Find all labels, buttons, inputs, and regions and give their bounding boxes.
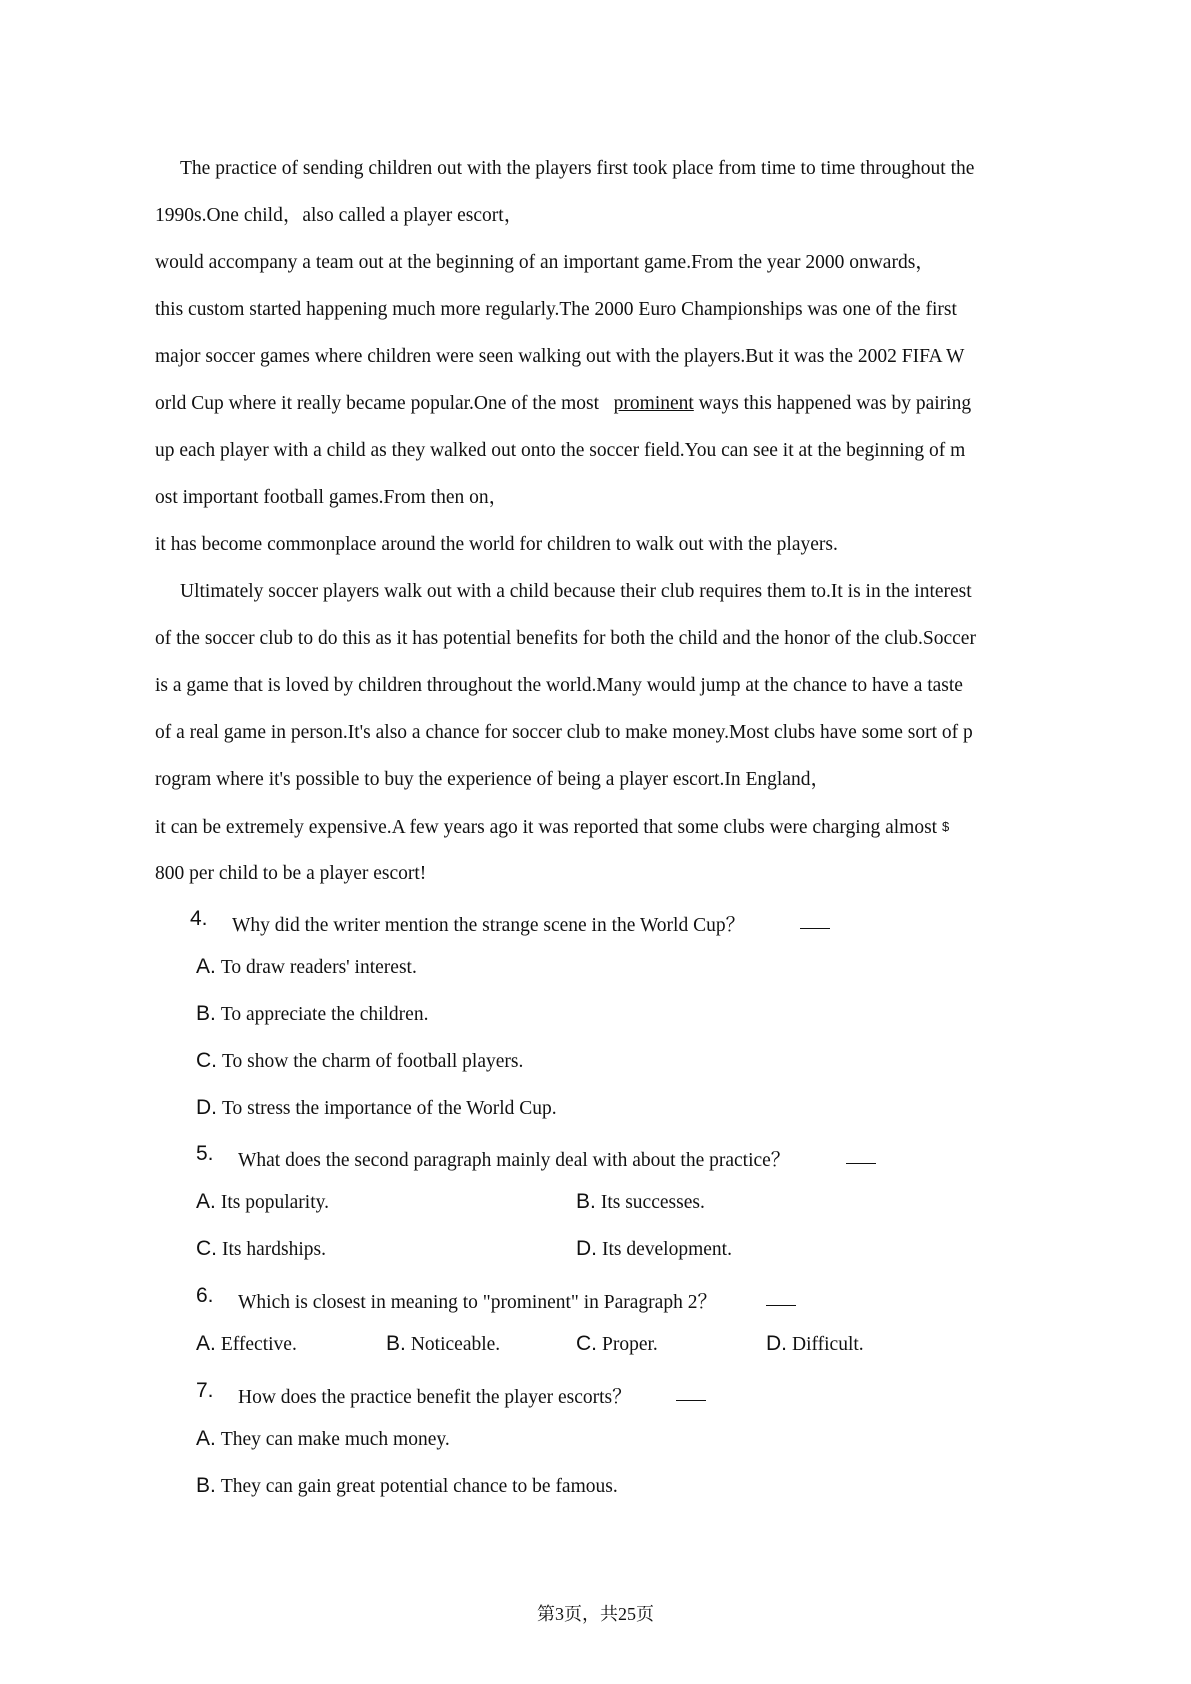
option xyxy=(766,1332,864,1357)
passage-line: 800 per child to be a player escort! xyxy=(155,863,427,884)
option-letter: C. xyxy=(576,1332,597,1355)
option-text: Its hardships. xyxy=(222,1239,326,1260)
option-text: Noticeable. xyxy=(410,1334,501,1355)
question-number: 5. xyxy=(196,1142,214,1165)
option-letter: D. xyxy=(766,1332,787,1355)
option-letter: A. xyxy=(196,955,216,978)
option-text: To draw readers' interest. xyxy=(220,957,417,978)
option-letter: D. xyxy=(196,1096,217,1119)
option-letter: B. xyxy=(386,1332,406,1355)
option-text: They can make much money. xyxy=(220,1429,450,1450)
answer-blank[interactable] xyxy=(766,1285,796,1306)
option xyxy=(576,1237,732,1262)
dollar-sign: $ xyxy=(941,819,950,834)
passage-text: ways this happened was by pairing xyxy=(693,393,972,414)
page-footer: 第3页，共25页 xyxy=(537,1604,654,1624)
option xyxy=(196,1332,297,1357)
option-text: To appreciate the children. xyxy=(220,1004,429,1025)
option-letter: B. xyxy=(576,1190,596,1213)
passage-line: of a real game in person.It's also a chance for soccer club to make money.Most clubs have some sort of p xyxy=(155,722,973,743)
passage-line: major soccer games where children were seen walking out with the players.But it was the 2002 FIFA W xyxy=(155,346,965,367)
option xyxy=(576,1190,705,1215)
option xyxy=(196,1190,329,1215)
underlined-word-prominent: prominent xyxy=(613,393,694,414)
passage-line: up each player with a child as they walked out onto the soccer field.You can see it at the beginning of m xyxy=(155,440,966,461)
passage-line: of the soccer club to do this as it has potential benefits for both the child and the honor of the club.Soccer xyxy=(155,628,976,649)
question-text: Which is closest in meaning to "prominent" in Paragraph 2？ xyxy=(238,1292,717,1313)
question-number: 6. xyxy=(196,1284,214,1307)
option-text: Its development. xyxy=(602,1239,732,1260)
passage-line: it has become commonplace around the world for children to walk out with the players. xyxy=(155,534,838,555)
option-text: Its popularity. xyxy=(220,1192,329,1213)
passage-text: orld Cup where it really became popular.One of the most xyxy=(155,393,604,414)
passage-line xyxy=(155,392,971,416)
passage-line: Ultimately soccer players walk out with a child because their club requires them to.It is in the interest xyxy=(180,581,972,602)
option xyxy=(196,1474,618,1499)
option xyxy=(576,1332,658,1357)
question-number: 4. xyxy=(190,907,208,930)
option-letter: A. xyxy=(196,1190,216,1213)
question-text: What does the second paragraph mainly deal with about the practice？ xyxy=(238,1150,791,1171)
option xyxy=(196,1002,428,1027)
question-text: How does the practice benefit the player escorts？ xyxy=(238,1387,632,1408)
option xyxy=(196,1096,557,1121)
answer-blank[interactable] xyxy=(846,1143,876,1164)
option xyxy=(196,955,417,980)
option-text: To stress the importance of the World Cup. xyxy=(222,1098,557,1119)
option-text: Proper. xyxy=(602,1334,658,1355)
option-text: Effective. xyxy=(220,1334,297,1355)
passage-line: would accompany a team out at the beginning of an important game.From the year 2000 onwards， xyxy=(155,252,935,273)
option-letter: A. xyxy=(196,1427,216,1450)
passage-line: The practice of sending children out with the players first took place from time to time throughout the xyxy=(180,158,975,179)
option-text: To show the charm of football players. xyxy=(222,1051,524,1072)
passage-line: 1990s.One child，also called a player escort， xyxy=(155,205,524,226)
option-letter: D. xyxy=(576,1237,597,1260)
option-text: They can gain great potential chance to be famous. xyxy=(220,1476,618,1497)
question-text: Why did the writer mention the strange scene in the World Cup？ xyxy=(232,915,746,936)
option-letter: B. xyxy=(196,1474,216,1497)
option xyxy=(196,1427,450,1452)
option-letter: B. xyxy=(196,1002,216,1025)
passage-line xyxy=(155,815,949,840)
option-text: Difficult. xyxy=(792,1334,864,1355)
option xyxy=(386,1332,500,1357)
question-number: 7. xyxy=(196,1379,214,1402)
passage-line: is a game that is loved by children throughout the world.Many would jump at the chance to have a taste xyxy=(155,675,963,696)
passage-line: this custom started happening much more regularly.The 2000 Euro Championships was one of the first xyxy=(155,299,957,320)
option-letter: C. xyxy=(196,1237,217,1260)
passage-line: ost important football games.From then on， xyxy=(155,487,509,508)
answer-blank[interactable] xyxy=(800,908,830,929)
passage-line: rogram where it's possible to buy the experience of being a player escort.In England， xyxy=(155,769,830,790)
option-letter: A. xyxy=(196,1332,216,1355)
option xyxy=(196,1237,326,1262)
option-letter: C. xyxy=(196,1049,217,1072)
option xyxy=(196,1049,523,1074)
option-text: Its successes. xyxy=(600,1192,705,1213)
answer-blank[interactable] xyxy=(676,1380,706,1401)
passage-text: it can be extremely expensive.A few years ago it was reported that some clubs were charging almost xyxy=(155,817,942,838)
